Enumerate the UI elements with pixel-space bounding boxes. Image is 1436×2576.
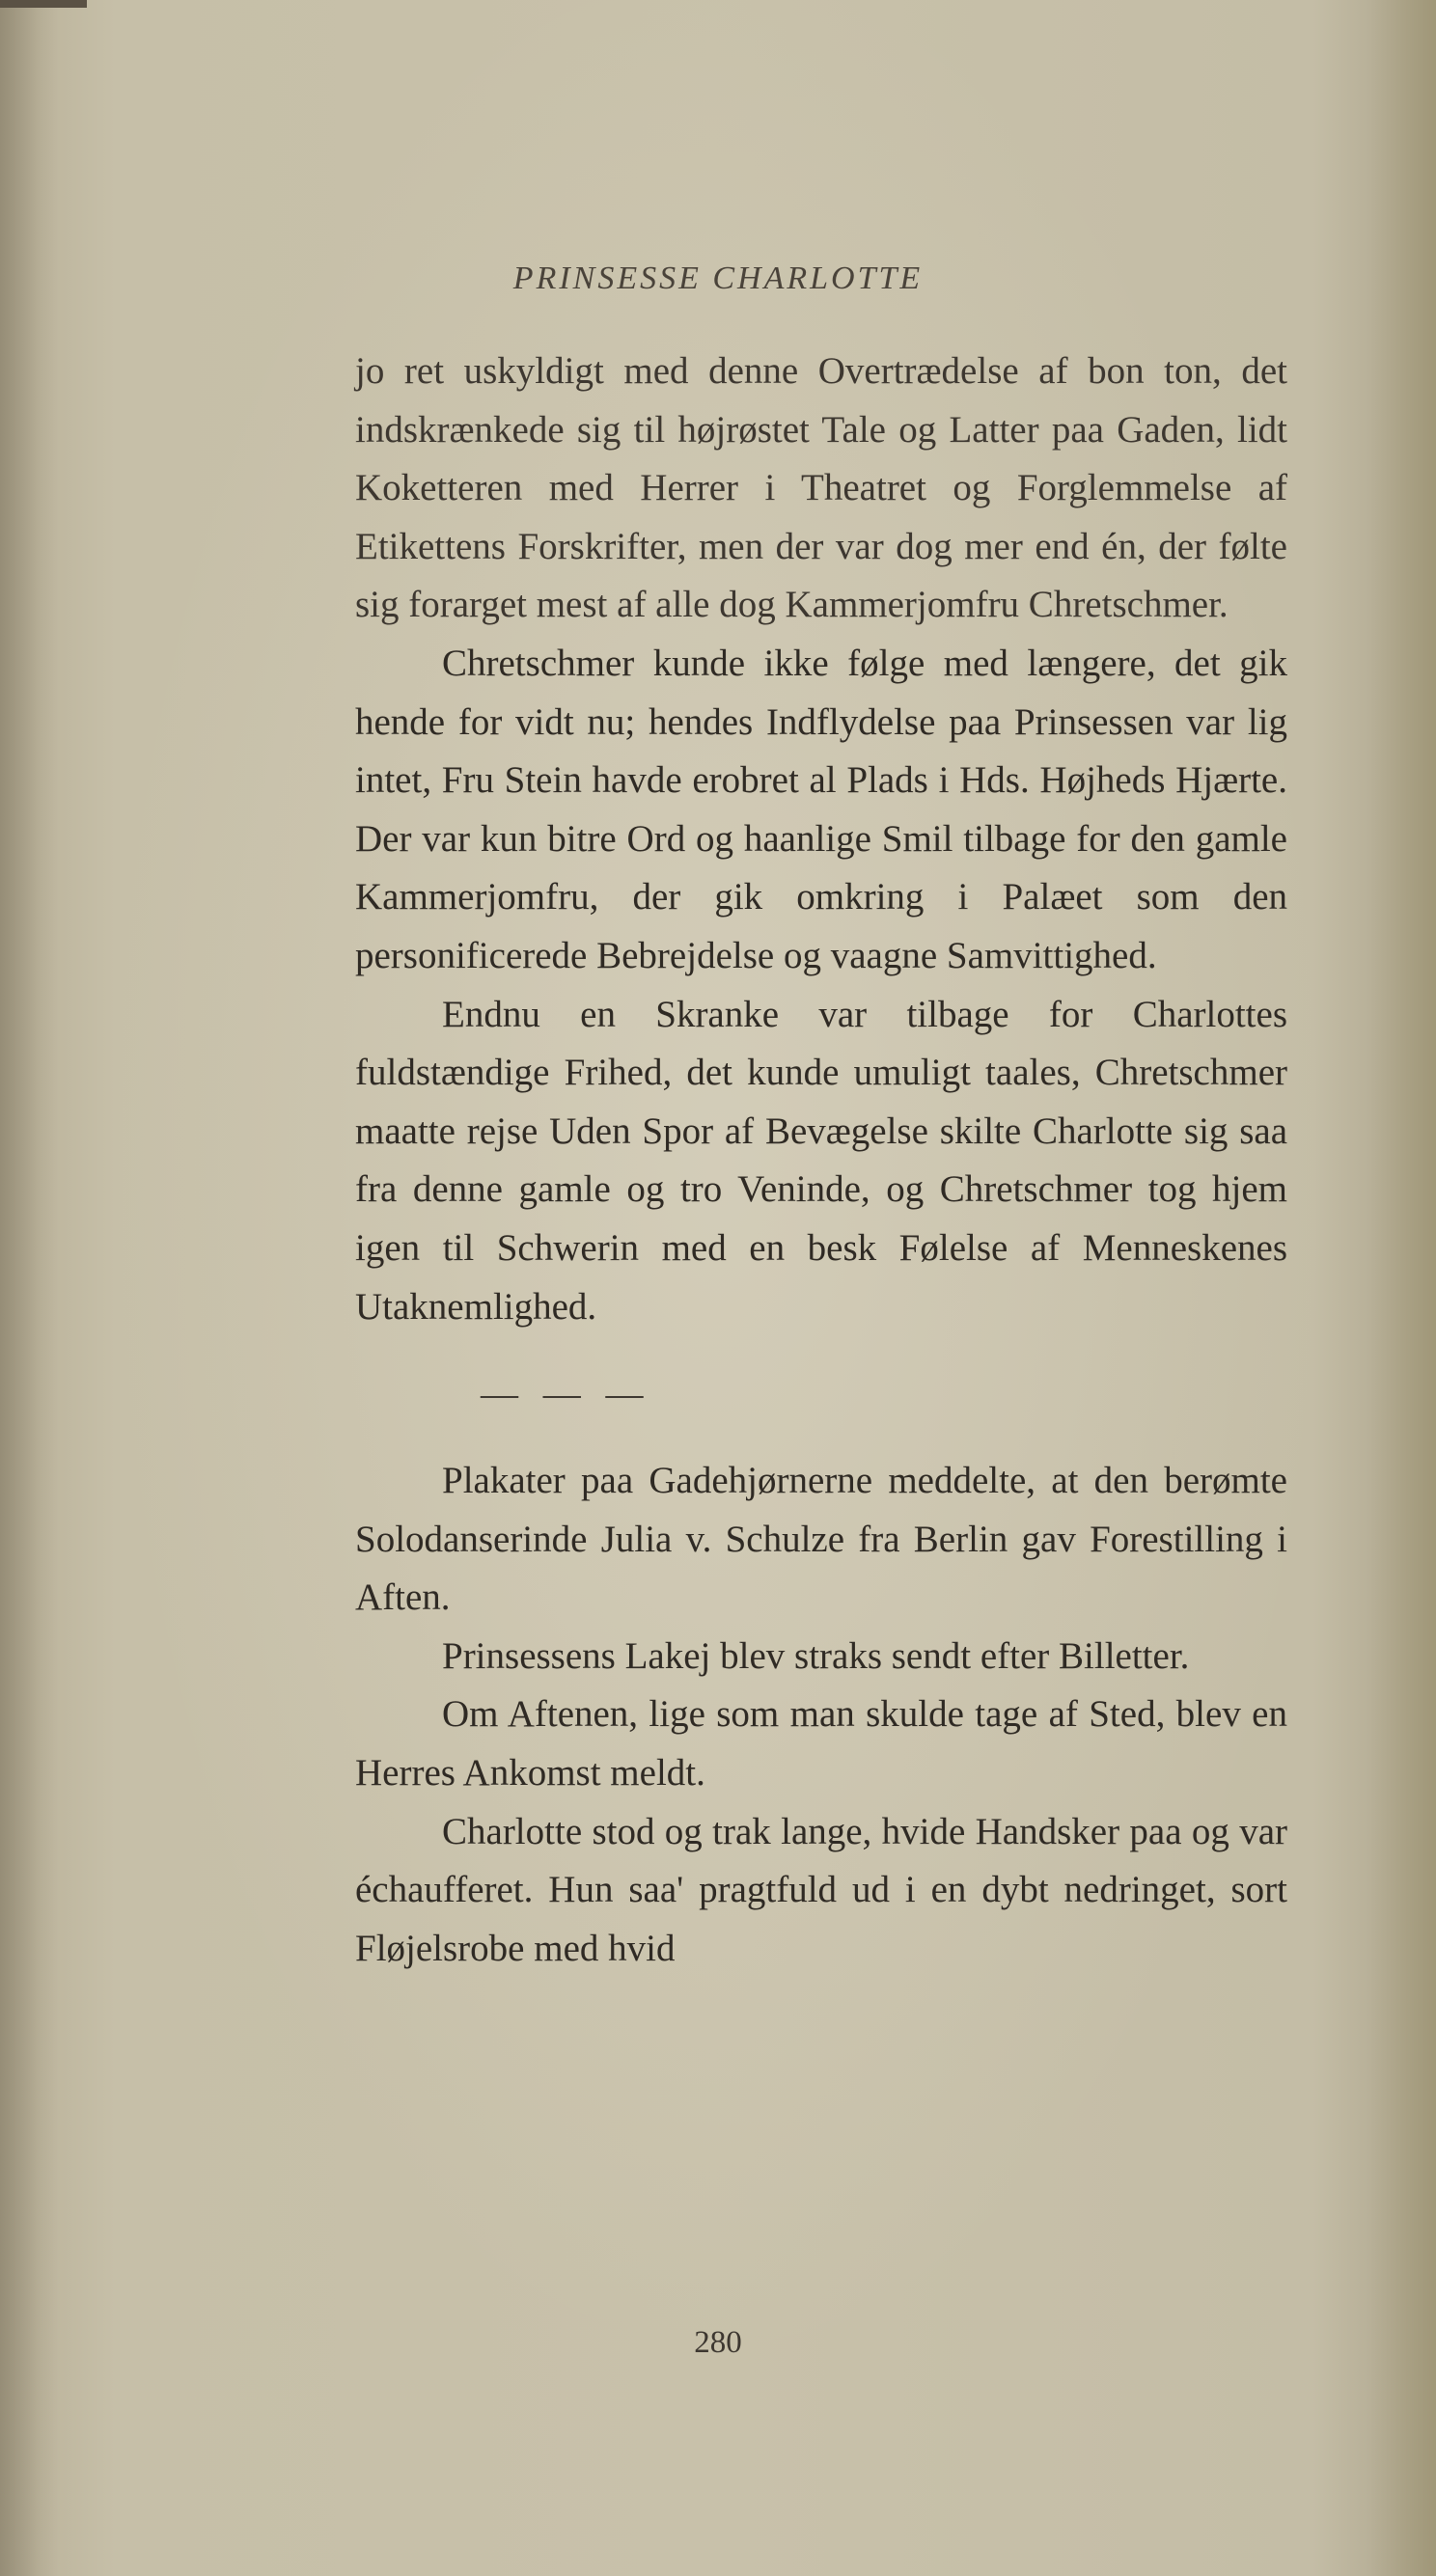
- paragraph: Charlotte stod og trak lange, hvide Handsker paa og var échaufferet. Hun saa' pragtfuld ud i en dybt nedringet, sort Fløjelsrobe med hvid: [355, 1810, 1287, 1969]
- page-corner-mark: [0, 0, 87, 8]
- paragraph: Chretschmer kunde ikke følge med længere, det gik hende for vidt nu; hendes Indflydelse paa Prinsessen var lig intet, Fru Stein havde erobret al Plads i Hds. Højheds Hjærte. Der var kun bitre Ord og haanlige Smil tilbage for den gamle Kammerjomfru, der gik omkring i Palæet som den personificerede Bebrejdelse og vaagne Samvittighed.: [355, 642, 1287, 976]
- paragraph: Om Aftenen, lige som man skulde tage af Sted, blev en Herres Ankomst meldt.: [355, 1693, 1287, 1795]
- page-shadow-left: [0, 0, 58, 2576]
- page-number: 280: [694, 2325, 742, 2360]
- paragraph: Plakater paa Gadehjørnerne meddelte, at den berømte Solodanserinde Julia v. Schulze fra Berlin gav Forestilling i Aften.: [355, 1460, 1287, 1619]
- paragraph: Endnu en Skranke var tilbage for Charlottes fuldstændige Frihed, det kunde umuligt taales, Chretschmer maatte rejse Uden Spor af Bevægelse skilte Charlotte sig saa fra denne gamle og tro Veninde, og Chretschmer tog hjem igen til Schwerin med en besk Følelse af Menneskenes Utaknemlighed.: [355, 993, 1287, 1328]
- page-stain-right: [1368, 0, 1436, 2576]
- section-divider: — — —: [481, 1373, 651, 1415]
- body-text: [355, 343, 1287, 1978]
- paragraph-continued: jo ret uskyldigt med denne Overtrædelse af bon ton, det indskrænkede sig til højrøstet Tale og Latter paa Gaden, lidt Koketteren med Herrer i Theatret og Forglemmelse af Etikettens Forskrifter, men der var dog mer end én, der følte sig forarget mest af alle dog Kammerjomfru Chretschmer.: [355, 350, 1287, 626]
- running-head: PRINSESSE CHARLOTTE: [512, 260, 924, 296]
- paragraph: Prinsessens Lakej blev straks sendt efter Billetter.: [442, 1634, 1190, 1677]
